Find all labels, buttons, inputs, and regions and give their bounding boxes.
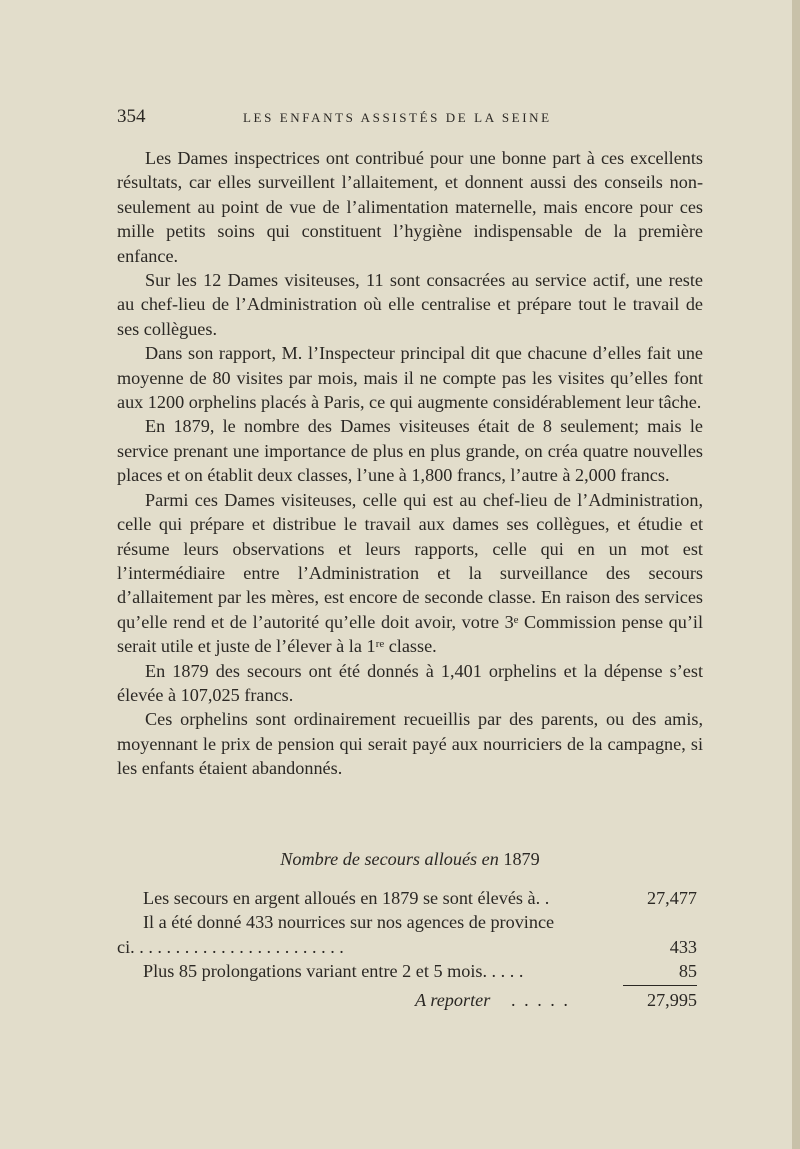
ledger-row: [117, 910, 703, 934]
page-header: [117, 106, 703, 132]
paragraph: Ces orphelins sont ordinairement recueillis par des parents, ou des amis, moyennant le prix de pension qui serait payé aux nourriciers de la campagne, si les enfants étaient abandonnés.: [117, 709, 703, 779]
section-title-year: 1879: [503, 849, 540, 869]
paragraph: Les Dames inspectrices ont contribué pour une bonne part à ces excellents résultats, car elles surveillent l’allaitement, et donnent aussi des conseils non-seulement au point de vue de l’alimentation maternelle, mais encore pour ces mille petits soins qui constituent l’hygiène indispensable de la première enfance.: [117, 148, 703, 266]
ledger-row-text: Plus 85 prolongations variant entre 2 et 5 mois. . . . .: [143, 961, 524, 982]
section-title-text: Nombre de secours alloués en: [280, 849, 499, 869]
ledger-total-amount: 27,995: [646, 989, 697, 1010]
running-title: LES ENFANTS ASSISTÉS DE LA SEINE: [243, 110, 552, 125]
ledger-row-amount: 433: [669, 936, 697, 957]
section-title: [117, 849, 703, 870]
paragraph: Sur les 12 Dames visiteuses, 11 sont consacrées au service actif, une reste au chef-lieu de l’Administration où elle centralise et prépare tout le travail de ses collègues.: [117, 270, 703, 339]
body-text: [117, 146, 703, 781]
paragraph: Parmi ces Dames visiteuses, celle qui est au chef-lieu de l’Administration, celle qui prépare et distribue le travail aux dames ses collègues, et étudie et résume leurs observations et leurs rapports, celle qui en un mot est l’intermédiaire entre l’Administration et la surveillance des secours d’allaitement par les mères, est encore de seconde classe. En raison des services qu’elle rend et de l’autorité qu’elle doit avoir, votre 3ᵉ Commission pense qu’il serait utile et juste de l’élever à la 1ʳᵉ classe.: [117, 489, 703, 657]
ledger-row-amount: 27,477: [646, 888, 697, 908]
ledger-row-amount: 85: [678, 961, 697, 982]
ledger-row: [117, 886, 703, 910]
ledger-row: [117, 959, 703, 983]
ledger-row-text: ci. . . . . . . . . . . . . . . . . . . . . . . .: [117, 936, 344, 957]
page-edge: [792, 0, 800, 1149]
ledger-total-label: A reporter: [415, 989, 491, 1010]
ledger-row-text: Il a été donné 433 nourrices sur nos agences de province: [143, 912, 555, 933]
ledger-total-row: [117, 988, 703, 1012]
total-rule: [623, 985, 697, 986]
ledger-row-text: Les secours en argent alloués en 1879 se sont élevés à. .: [143, 888, 550, 908]
paragraph: Dans son rapport, M. l’Inspecteur principal dit que chacune d’elles fait une moyenne de 80 visites par mois, mais il ne compte pas les visites qu’elles font aux 1200 orphelins placés à Paris, ce qui augmente considérablement leur tâche.: [117, 343, 703, 413]
paragraph: En 1879 des secours ont été donnés à 1,401 orphelins et la dépense s’est élevée à 107,025 francs.: [117, 660, 703, 705]
page-number: 354: [117, 106, 146, 127]
ledger-total-dots: . . . . .: [511, 989, 570, 1010]
ledger-row: [117, 935, 703, 959]
paragraph: En 1879, le nombre des Dames visiteuses était de 8 seulement; mais le service prenant une importance de plus en plus grande, on créa quatre nouvelles places et on établit deux classes, l’une à 1,800 francs, l’autre à 2,000 francs.: [117, 416, 703, 486]
ledger-table: [117, 886, 703, 1012]
